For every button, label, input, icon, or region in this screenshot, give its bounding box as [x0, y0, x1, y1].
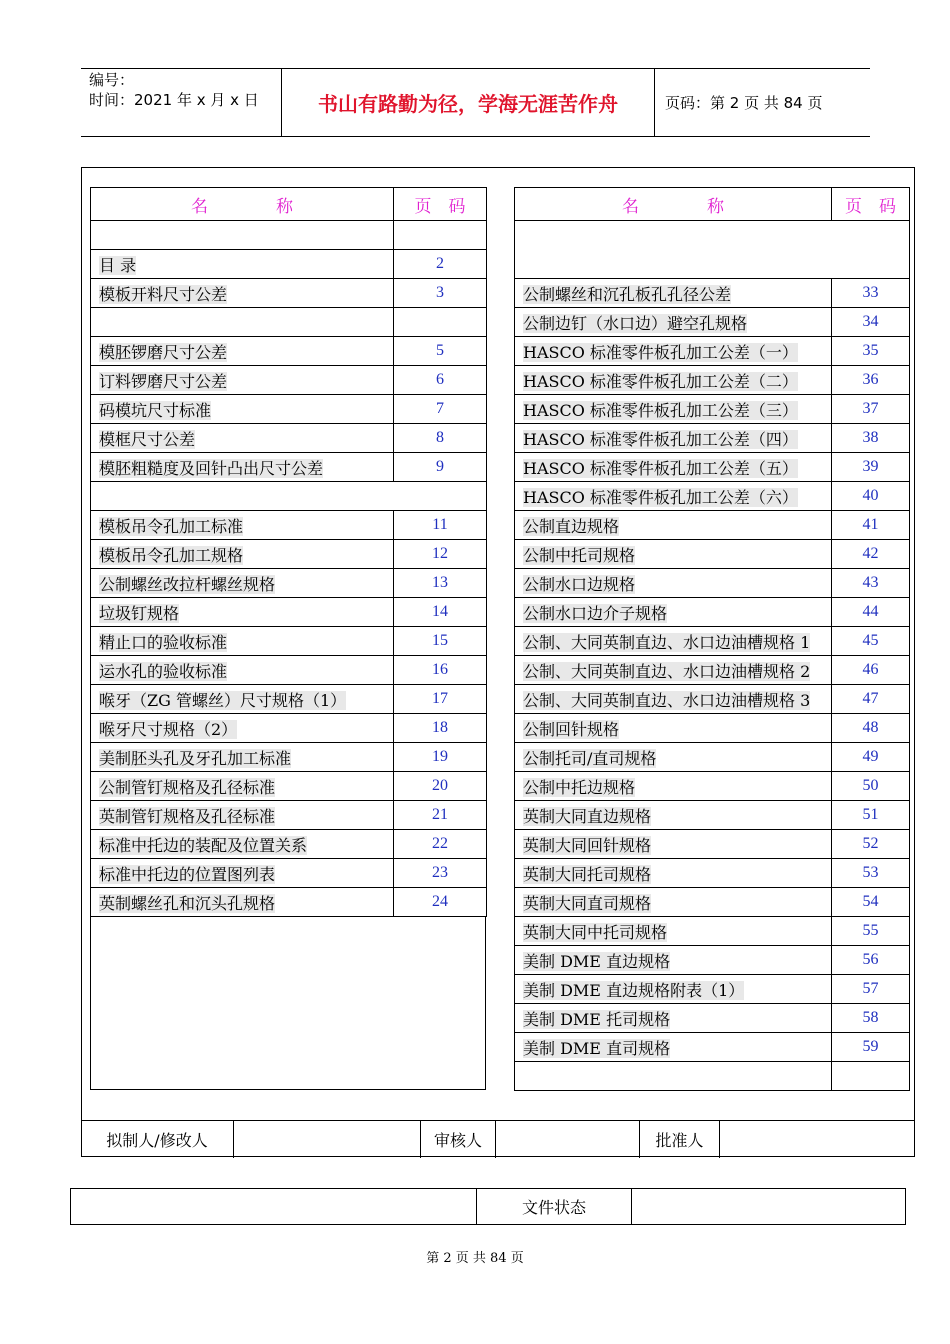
toc-entry-name-text: 模框尺寸公差 [99, 429, 196, 449]
toc-row [91, 569, 487, 598]
toc-row [91, 656, 487, 685]
toc-entry-name [515, 859, 832, 888]
toc-entry-name [515, 308, 832, 337]
toc-entry-page: 55 [832, 917, 910, 946]
toc-entry-name-text: 英制大同直司规格 [523, 893, 652, 913]
toc-entry-page: 56 [832, 946, 910, 975]
toc-entry-name-text: HASCO 标准零件板孔加工公差（五） [523, 458, 798, 478]
toc-entry-name-text: 垃圾钉规格 [99, 603, 180, 623]
toc-entry-name-text: 公制螺丝和沉孔板孔孔径公差 [523, 284, 732, 304]
toc-entry-page: 21 [394, 801, 487, 830]
toc-entry-name [91, 569, 394, 598]
column-name-header: 名 称 [91, 188, 394, 221]
toc-entry-name-text: 英制大同回针规格 [523, 835, 652, 855]
drafter-label: 拟制人/修改人 [81, 1121, 234, 1158]
toc-entry-name-text: 模胚粗糙度及回针凸出尺寸公差 [99, 458, 324, 478]
toc-entry-name [515, 424, 832, 453]
toc-row [91, 250, 487, 279]
toc-entry-name [515, 453, 832, 482]
toc-entry-name-text: 公制托司/直司规格 [523, 748, 657, 768]
toc-entry-name [91, 250, 394, 279]
toc-entry-name-text: 订料锣磨尺寸公差 [99, 371, 228, 391]
toc-row [515, 308, 910, 337]
toc-entry-name [91, 453, 394, 482]
toc-entry-name [515, 511, 832, 540]
drafter-field[interactable] [234, 1121, 421, 1158]
page-indicator: 页码：第 2 页 共 84 页 [665, 93, 823, 112]
toc-entry-page: 49 [832, 743, 910, 772]
toc-entry-page: 58 [832, 1004, 910, 1033]
toc-row [91, 830, 487, 859]
toc-entry-page: 37 [832, 395, 910, 424]
toc-entry-page: 9 [394, 453, 487, 482]
toc-row [91, 482, 487, 511]
toc-entry-page: 45 [832, 627, 910, 656]
blank-cell [515, 221, 910, 279]
toc-entry-name [91, 714, 394, 743]
signoff-row [81, 1120, 915, 1158]
toc-entry-name [515, 1033, 832, 1062]
toc-row [515, 1033, 910, 1062]
toc-entry-name [91, 772, 394, 801]
toc-row [515, 627, 910, 656]
toc-entry-name [515, 714, 832, 743]
toc-entry-page: 46 [832, 656, 910, 685]
toc-entry-page: 54 [832, 888, 910, 917]
toc-entry-page: 39 [832, 453, 910, 482]
toc-entry-page: 36 [832, 366, 910, 395]
blank-cell [832, 1062, 910, 1091]
toc-entry-page: 33 [832, 279, 910, 308]
toc-row [91, 685, 487, 714]
toc-entry-name [91, 656, 394, 685]
toc-row [515, 801, 910, 830]
toc-entry-page: 15 [394, 627, 487, 656]
toc-entry-name [91, 627, 394, 656]
toc-entry-page: 41 [832, 511, 910, 540]
toc-entry-page: 2 [394, 250, 487, 279]
toc-entry-page: 51 [832, 801, 910, 830]
toc-entry-name [91, 366, 394, 395]
toc-entry-page: 11 [394, 511, 487, 540]
toc-entry-name [515, 830, 832, 859]
toc-entry-name-text: 公制螺丝改拉杆螺丝规格 [99, 574, 276, 594]
toc-row [515, 772, 910, 801]
toc-row [91, 598, 487, 627]
toc-row [515, 656, 910, 685]
toc-entry-page: 53 [832, 859, 910, 888]
toc-entry-name [91, 511, 394, 540]
approver-field[interactable] [720, 1121, 915, 1158]
toc-entry-page: 59 [832, 1033, 910, 1062]
toc-table-left [90, 187, 487, 917]
toc-row [515, 917, 910, 946]
toc-row [91, 453, 487, 482]
toc-entry-page: 14 [394, 598, 487, 627]
toc-entry-name-text: 公制直边规格 [523, 516, 620, 536]
toc-row [515, 888, 910, 917]
toc-row [91, 627, 487, 656]
toc-row [515, 975, 910, 1004]
document-number: 编号： [89, 71, 135, 89]
toc-entry-page: 22 [394, 830, 487, 859]
toc-row [515, 830, 910, 859]
toc-entry-name [515, 1004, 832, 1033]
document-date: 时间：2021 年 x 月 x 日 [89, 91, 259, 109]
toc-entry-name-text: 公制水口边规格 [523, 574, 636, 594]
toc-entry-name [515, 743, 832, 772]
toc-entry-name-text: 美制 DME 直边规格附表（1） [523, 980, 745, 1000]
toc-entry-page: 44 [832, 598, 910, 627]
blank-cell [515, 1062, 832, 1091]
toc-entry-name [91, 395, 394, 424]
toc-entry-name-text: 标准中托边的装配及位置关系 [99, 835, 308, 855]
toc-entry-name-text: 模胚锣磨尺寸公差 [99, 342, 228, 362]
toc-entry-page [394, 221, 487, 250]
toc-entry-name-text: 公制中托司规格 [523, 545, 636, 565]
toc-entry-name [91, 337, 394, 366]
toc-entry-name-text: 美制 DME 直边规格 [523, 951, 671, 971]
toc-entry-name [515, 656, 832, 685]
toc-entry-name [515, 946, 832, 975]
toc-entry-name [515, 540, 832, 569]
toc-entry-name [515, 772, 832, 801]
toc-row [515, 743, 910, 772]
file-status-label: 文件状态 [477, 1189, 632, 1224]
toc-blank-row [515, 221, 910, 279]
blank-cell [91, 482, 487, 511]
toc-entry-page: 17 [394, 685, 487, 714]
toc-entry-page: 24 [394, 888, 487, 917]
toc-entry-name [91, 888, 394, 917]
toc-row [91, 308, 487, 337]
toc-entry-name-text: 标准中托边的位置图列表 [99, 864, 276, 884]
toc-row [515, 859, 910, 888]
toc-entry-page: 7 [394, 395, 487, 424]
toc-row [515, 540, 910, 569]
toc-entry-page: 43 [832, 569, 910, 598]
toc-entry-page: 13 [394, 569, 487, 598]
toc-entry-page: 38 [832, 424, 910, 453]
toc-entry-name [91, 801, 394, 830]
toc-row [515, 279, 910, 308]
toc-entry-name [515, 975, 832, 1004]
toc-entry-name [515, 598, 832, 627]
toc-row [515, 337, 910, 366]
toc-row [515, 482, 910, 511]
toc-entry-name [515, 395, 832, 424]
toc-row [91, 801, 487, 830]
toc-header-row [515, 188, 910, 221]
toc-entry-page [394, 308, 487, 337]
toc-entry-name-text: HASCO 标准零件板孔加工公差（四） [523, 429, 798, 449]
column-page-header: 页 码 [394, 188, 487, 221]
toc-entry-page: 42 [832, 540, 910, 569]
toc-row [91, 859, 487, 888]
toc-entry-name [515, 279, 832, 308]
toc-entry-name-text: HASCO 标准零件板孔加工公差（六） [523, 487, 798, 507]
toc-entry-name [91, 685, 394, 714]
toc-entry-name [91, 743, 394, 772]
toc-entry-name [91, 308, 394, 337]
header-motto: 书山有路勤为径，学海无涯苦作舟 [281, 68, 655, 136]
toc-entry-name [91, 859, 394, 888]
toc-row [515, 714, 910, 743]
toc-row [91, 888, 487, 917]
document-meta [81, 68, 281, 136]
toc-row [515, 511, 910, 540]
toc-row [91, 540, 487, 569]
toc-entry-name-text: 公制中托边规格 [523, 777, 636, 797]
toc-entry-page: 57 [832, 975, 910, 1004]
file-status-value[interactable] [632, 1189, 905, 1224]
toc-entry-name [515, 801, 832, 830]
toc-entry-name-text: HASCO 标准零件板孔加工公差（三） [523, 400, 798, 420]
toc-entry-name-text: 模板吊令孔加工标准 [99, 516, 244, 536]
status-blank-cell [71, 1189, 477, 1224]
toc-entry-name [91, 279, 394, 308]
toc-entry-name-text: 英制螺丝孔和沉头孔规格 [99, 893, 276, 913]
toc-row [515, 1004, 910, 1033]
toc-entry-name-text: 公制、大同英制直边、水口边油槽规格 3 [523, 690, 811, 710]
toc-entry-page: 35 [832, 337, 910, 366]
toc-row [515, 685, 910, 714]
toc-row [91, 743, 487, 772]
toc-entry-name-text: 美制胚头孔及牙孔加工标准 [99, 748, 292, 768]
toc-entry-page: 8 [394, 424, 487, 453]
toc-entry-name-text: 公制、大同英制直边、水口边油槽规格 2 [523, 661, 811, 681]
toc-row [515, 424, 910, 453]
toc-entry-page: 52 [832, 830, 910, 859]
toc-entry-page: 50 [832, 772, 910, 801]
toc-entry-name [91, 540, 394, 569]
toc-row [91, 714, 487, 743]
toc-entry-name-text: 喉牙尺寸规格（2） [99, 719, 238, 739]
toc-row [515, 598, 910, 627]
toc-entry-name [91, 221, 394, 250]
toc-entry-name [515, 366, 832, 395]
reviewer-label: 审核人 [421, 1121, 496, 1158]
toc-entry-name [515, 627, 832, 656]
page-footer: 第 2 页 共 84 页 [426, 1251, 524, 1266]
toc-row [515, 946, 910, 975]
toc-entry-name-text: 公制、大同英制直边、水口边油槽规格 1 [523, 632, 811, 652]
toc-entry-page: 19 [394, 743, 487, 772]
toc-entry-page: 18 [394, 714, 487, 743]
toc-row [91, 424, 487, 453]
toc-entry-name-text: 精止口的验收标准 [99, 632, 228, 652]
toc-entry-name [515, 917, 832, 946]
toc-entry-name-text: 模板吊令孔加工规格 [99, 545, 244, 565]
toc-entry-page: 3 [394, 279, 487, 308]
toc-entry-name [91, 598, 394, 627]
toc-entry-page: 20 [394, 772, 487, 801]
toc-entry-name [91, 830, 394, 859]
toc-entry-name-text: 公制回针规格 [523, 719, 620, 739]
toc-entry-page: 34 [832, 308, 910, 337]
toc-entry-name-text: 英制管钉规格及孔径标准 [99, 806, 276, 826]
toc-table-right [514, 187, 910, 1091]
toc-entry-name-text: 公制水口边介子规格 [523, 603, 668, 623]
column-page-header: 页 码 [832, 188, 910, 221]
toc-row [91, 511, 487, 540]
toc-entry-name-text: HASCO 标准零件板孔加工公差（二） [523, 371, 798, 391]
toc-entry-page: 40 [832, 482, 910, 511]
toc-row [515, 366, 910, 395]
file-status-row [70, 1188, 906, 1225]
approver-label: 批准人 [640, 1121, 720, 1158]
reviewer-field[interactable] [496, 1121, 640, 1158]
toc-row [515, 453, 910, 482]
toc-entry-name [91, 424, 394, 453]
toc-header-row [91, 188, 487, 221]
toc-row [91, 395, 487, 424]
toc-entry-name-text: 运水孔的验收标准 [99, 661, 228, 681]
toc-entry-name-text: 英制大同直边规格 [523, 806, 652, 826]
toc-entry-page: 47 [832, 685, 910, 714]
toc-entry-name-text: HASCO 标准零件板孔加工公差（一） [523, 342, 798, 362]
toc-entry-page: 16 [394, 656, 487, 685]
toc-entry-name-text: 模板开料尺寸公差 [99, 284, 228, 304]
toc-entry-name [515, 888, 832, 917]
toc-entry-name-text: 美制 DME 直司规格 [523, 1038, 671, 1058]
toc-entry-name-text: 公制管钉规格及孔径标准 [99, 777, 276, 797]
toc-entry-name [515, 685, 832, 714]
toc-row [91, 366, 487, 395]
toc-entry-name-text: 英制大同托司规格 [523, 864, 652, 884]
toc-row [91, 337, 487, 366]
toc-entry-name-text: 喉牙（ZG 管螺丝）尺寸规格（1） [99, 690, 347, 710]
toc-entry-name [515, 337, 832, 366]
toc-entry-page: 23 [394, 859, 487, 888]
toc-entry-page: 5 [394, 337, 487, 366]
toc-entry-page: 6 [394, 366, 487, 395]
toc-row [91, 279, 487, 308]
toc-entry-name-text: 英制大同中托司规格 [523, 922, 668, 942]
toc-row [91, 772, 487, 801]
column-name-header: 名 称 [515, 188, 832, 221]
toc-blank-row [515, 1062, 910, 1091]
toc-row [91, 221, 487, 250]
toc-entry-name-text: 码模坑尺寸标准 [99, 400, 212, 420]
toc-entry-name [515, 482, 832, 511]
toc-entry-name-text: 目 录 [99, 255, 137, 275]
toc-entry-name-text: 美制 DME 托司规格 [523, 1009, 671, 1029]
toc-entry-name [515, 569, 832, 598]
toc-row [515, 569, 910, 598]
toc-row [515, 395, 910, 424]
toc-entry-page: 48 [832, 714, 910, 743]
toc-left-blank-area [90, 917, 486, 1090]
toc-entry-name-text: 公制边钉（水口边）避空孔规格 [523, 313, 748, 333]
toc-entry-page: 12 [394, 540, 487, 569]
